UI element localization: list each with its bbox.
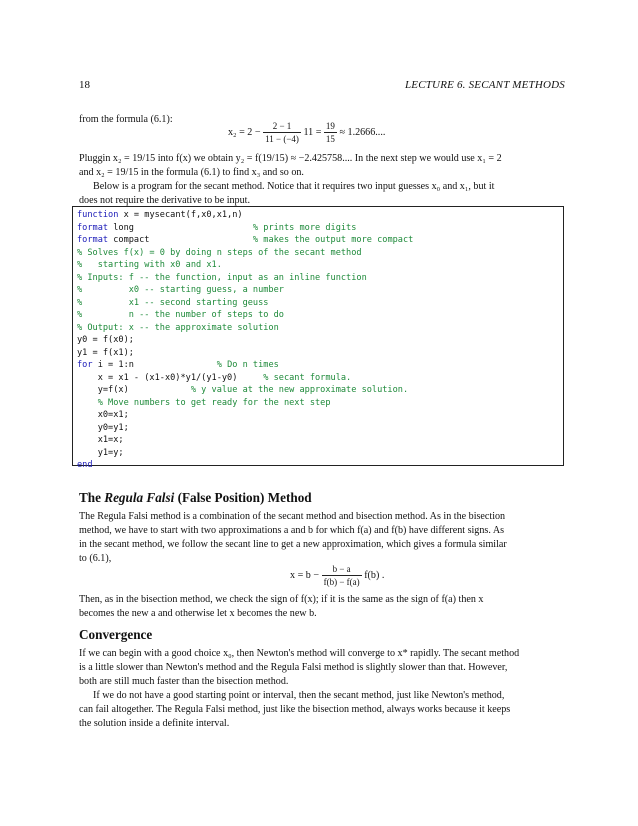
conv-line4: If we do not have a good starting point or interval, then the secant method, just like Newton's method,: [93, 690, 505, 701]
page-header: [79, 79, 565, 93]
eq2-fraction: [322, 564, 362, 587]
conv-line2: is a little slower than Newton's method and the Regula Falsi method is slightly slower than that. However,: [79, 662, 508, 673]
code-keyword: format: [77, 235, 109, 245]
code-comment: % Output: x -- the approximate solution: [77, 322, 279, 333]
heading-post: (False Position) Method: [174, 490, 312, 505]
eq1-mid: 11 =: [303, 126, 322, 138]
para2-line1: Below is a program for the secant method. Notice that it requires two input guesses x₀ and x₁, but it: [93, 181, 495, 192]
code-line: [77, 372, 563, 385]
code-text: y0 = f(x0);: [77, 335, 134, 345]
code-line: [77, 334, 563, 347]
from-formula-line: from the formula (6.1):: [79, 114, 173, 125]
conv-line1: If we can begin with a good choice x₀, then Newton's method will converge to x* rapidly. The secant method: [79, 648, 520, 659]
code-text: compact: [108, 235, 253, 245]
eq1-lhs: x₂ = 2 −: [228, 126, 261, 138]
code-text: i = 1:n: [92, 360, 217, 370]
code-keyword: for: [77, 360, 93, 370]
code-comment: % Do n times: [216, 360, 279, 370]
code-line: [77, 209, 563, 222]
convergence-text: [79, 647, 565, 731]
conv-line6: the solution inside a definite interval.: [79, 718, 230, 729]
heading-italic: Regula Falsi: [104, 490, 175, 505]
conv-line5: can fail altogether. The Regula Falsi method, just like the bisection method, always works because it keeps: [79, 704, 511, 715]
running-title: LECTURE 6. SECANT METHODS: [404, 79, 565, 91]
convergence-heading: Convergence: [79, 627, 153, 642]
regula-line2: method, we have to start with two approximations a and b for which f(a) and f(b) have different signs. As: [79, 525, 505, 536]
eq2-denominator: f(b) − f(a): [323, 577, 360, 587]
code-keyword: end: [77, 460, 93, 470]
eq2-tail: f(b) .: [364, 569, 385, 581]
code-line: [77, 297, 563, 310]
code-line: [77, 309, 563, 322]
code-text: x1=x;: [77, 435, 124, 445]
regula-line3: in the secant method, we follow the secant line to get a new approximation, which gives a formula similar: [79, 539, 507, 550]
intro-paragraphs: [79, 152, 565, 208]
equation-regula: [290, 564, 384, 587]
code-comment: % Solves f(x) = 0 by doing n steps of the secant method: [77, 247, 362, 258]
eq1-tail: ≈ 1.2666....: [339, 126, 386, 138]
code-comment: % y value at the new approximate solution.: [190, 385, 409, 395]
heading-pre: The: [79, 490, 105, 505]
regula-line1: The Regula Falsi method is a combination of the secant method and bisection method. As in the bisection: [79, 511, 506, 522]
regula-line4: to (6.1),: [79, 553, 112, 564]
eq1-denominator-2: 15: [325, 134, 335, 144]
eq1-fraction-2: [324, 121, 337, 144]
code-text: long: [108, 222, 253, 233]
code-line: [77, 322, 563, 335]
code-line: [77, 247, 563, 260]
code-text: x = x1 - (x1-x0)*y1/(y1-y0): [77, 372, 264, 383]
code-line: [77, 384, 563, 397]
code-line: [77, 459, 563, 472]
regula-line6: becomes the new a and otherwise let x becomes the new b.: [79, 608, 317, 619]
code-line: [77, 222, 563, 235]
code-keyword: function: [77, 210, 119, 220]
code-text: y1=y;: [77, 447, 124, 458]
regula-falsi-text-2: [79, 593, 565, 621]
page-number: 18: [79, 79, 90, 91]
conv-line3: both are still much faster than the bisection method.: [79, 676, 289, 687]
code-line: [77, 359, 563, 372]
code-comment: % starting with x0 and x1.: [77, 260, 222, 270]
regula-line5: Then, as in the bisection method, we check the sign of f(x); if it is the same as the sign of f(a) then x: [79, 594, 484, 605]
code-line: [77, 259, 563, 272]
code-text: y1 = f(x1);: [77, 347, 134, 358]
code-comment: % Inputs: f -- the function, input as an inline function: [77, 272, 367, 283]
code-text: [77, 398, 98, 408]
code-comment: % x0 -- starting guess, a number: [77, 285, 284, 295]
equation-x2: [228, 121, 385, 144]
code-comment: % secant formula.: [263, 372, 352, 383]
para1-line2: and x₂ = 19/15 in the formula (6.1) to find x₃ and so on.: [79, 167, 304, 178]
regula-falsi-text: [79, 510, 565, 566]
code-listing: [72, 206, 564, 470]
para1-line1: Pluggin x₂ = 19/15 into f(x) we obtain y₂ = f(19/15) ≈ −2.425758.... In the next step we would use x₁ = 2: [79, 153, 502, 164]
code-comment: % n -- the number of steps to do: [77, 310, 284, 320]
code-text: y0=y1;: [77, 422, 129, 433]
code-line: [77, 284, 563, 297]
code-text: x0=x1;: [77, 410, 129, 420]
code-comment: % makes the output more compact: [252, 235, 414, 245]
para2-line2: does not require the derivative to be input.: [79, 195, 250, 206]
eq1-fraction: [263, 121, 301, 144]
code-text: y=f(x): [77, 385, 191, 395]
code-comment: % prints more digits: [252, 222, 357, 233]
code-line: [77, 347, 563, 360]
eq1-numerator: 2 − 1: [263, 121, 301, 133]
code-keyword: format: [77, 222, 109, 233]
code-comment: % x1 -- second starting geuss: [77, 297, 269, 308]
code-line: [77, 447, 563, 460]
eq2-numerator: b − a: [322, 564, 362, 576]
code-comment: % Move numbers to get ready for the next step: [97, 397, 331, 408]
code-text: x = mysecant(f,x0,x1,n): [118, 210, 243, 220]
eq1-denominator: 11 − (−4): [265, 134, 299, 144]
eq2-lhs: x = b −: [290, 569, 320, 581]
code-line: [77, 409, 563, 422]
code-line: [77, 422, 563, 435]
eq1-numerator-2: 19: [325, 121, 335, 131]
code-line: [77, 234, 563, 247]
code-line: [77, 434, 563, 447]
code-line: [77, 272, 563, 285]
code-line: [77, 397, 563, 410]
regula-falsi-heading: [79, 490, 312, 506]
